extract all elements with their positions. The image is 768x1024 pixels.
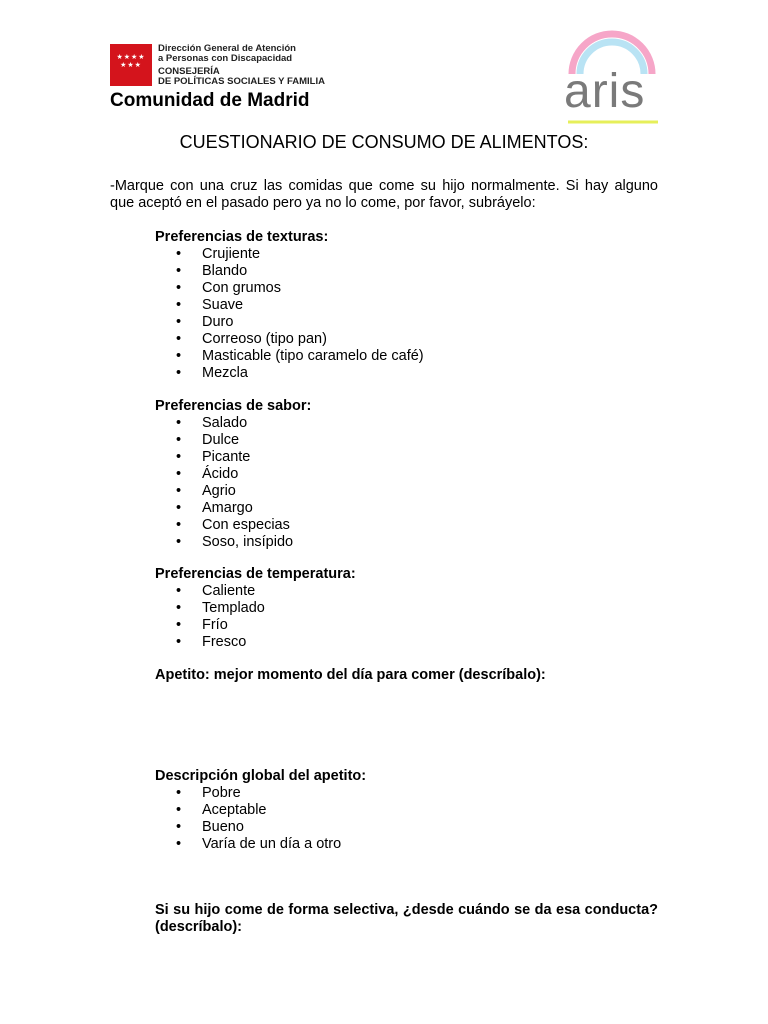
list-item-label: Bueno	[202, 819, 244, 835]
bullet-icon: •	[176, 500, 182, 516]
option-list	[155, 583, 675, 651]
madrid-flag-icon	[110, 44, 152, 86]
list-item-label: Mezcla	[202, 365, 248, 381]
option-list	[155, 415, 675, 551]
selective-eating-question: Si su hijo come de forma selectiva, ¿desde cuándo se da esa conducta? (descríbalo):	[155, 902, 658, 935]
list-item-label: Con especias	[202, 517, 290, 533]
list-item-label: Blando	[202, 263, 248, 279]
list-item-label: Correoso (tipo pan)	[202, 331, 327, 347]
list-item[interactable]	[155, 331, 675, 348]
list-item[interactable]	[155, 415, 675, 432]
bullet-icon: •	[176, 297, 182, 313]
list-item-label: Duro	[202, 314, 234, 330]
bullet-icon: •	[176, 432, 182, 448]
list-item[interactable]	[155, 432, 675, 449]
list-item-label: Con grumos	[202, 280, 281, 296]
flag-stars-icon: ★★★★ ★★★	[116, 54, 146, 69]
bullet-icon: •	[176, 534, 182, 550]
section-heading: Preferencias de texturas:	[155, 229, 329, 245]
list-item[interactable]	[155, 785, 675, 802]
bullet-icon: •	[176, 280, 182, 296]
list-item-label: Ácido	[202, 466, 239, 482]
list-item[interactable]	[155, 466, 675, 483]
bullet-icon: •	[176, 802, 182, 818]
option-list	[155, 785, 675, 853]
section-sabor	[155, 398, 675, 551]
bullet-icon: •	[176, 246, 182, 262]
bullet-icon: •	[176, 331, 182, 347]
bullet-icon: •	[176, 415, 182, 431]
list-item[interactable]	[155, 348, 675, 365]
list-item[interactable]	[155, 836, 675, 853]
list-item[interactable]	[155, 534, 675, 551]
list-item[interactable]	[155, 617, 675, 634]
list-item-label: Dulce	[202, 432, 240, 448]
list-item[interactable]	[155, 517, 675, 534]
bullet-icon: •	[176, 449, 182, 465]
section-temperatura	[155, 566, 675, 651]
bullet-icon: •	[176, 483, 182, 499]
section-apetito-global	[155, 768, 675, 853]
list-item-label: Caliente	[202, 583, 256, 599]
list-item[interactable]	[155, 449, 675, 466]
document-title: CUESTIONARIO DE CONSUMO DE ALIMENTOS:	[179, 132, 589, 152]
bullet-icon: •	[176, 634, 182, 650]
bullet-icon: •	[176, 583, 182, 599]
list-item[interactable]	[155, 263, 675, 280]
list-item[interactable]	[155, 314, 675, 331]
aris-text: aris	[564, 65, 646, 118]
bullet-icon: •	[176, 466, 182, 482]
madrid-sub-line-3: CONSEJERÍA	[158, 66, 220, 77]
bullet-icon: •	[176, 836, 182, 852]
bullet-icon: •	[176, 785, 182, 801]
list-item-label: Amargo	[202, 500, 253, 516]
list-item[interactable]	[155, 583, 675, 600]
list-item-label: Salado	[202, 415, 248, 431]
list-item-label: Varía de un día a otro	[202, 836, 342, 852]
list-item[interactable]	[155, 634, 675, 651]
list-item-label: Suave	[202, 297, 244, 313]
bullet-icon: •	[176, 819, 182, 835]
list-item-label: Masticable (tipo caramelo de café)	[202, 348, 424, 364]
list-item[interactable]	[155, 500, 675, 517]
madrid-main-text: Comunidad de Madrid	[110, 90, 310, 111]
list-item[interactable]	[155, 819, 675, 836]
section-apetito-momento	[155, 667, 675, 684]
list-item[interactable]	[155, 246, 675, 263]
list-item-label: Templado	[202, 600, 265, 616]
list-item[interactable]	[155, 483, 675, 500]
list-item-label: Crujiente	[202, 246, 261, 262]
aris-logo	[560, 28, 665, 124]
list-item[interactable]	[155, 365, 675, 382]
comunidad-de-madrid-logo	[110, 44, 370, 114]
list-item-label: Agrio	[202, 483, 236, 499]
section-heading: Apetito: mejor momento del día para comer (descríbalo):	[155, 667, 546, 683]
list-item-label: Picante	[202, 449, 251, 465]
section-texturas	[155, 229, 675, 382]
bullet-icon: •	[176, 600, 182, 616]
madrid-department-text	[158, 44, 325, 87]
madrid-sub-line-1: Dirección General de Atención	[158, 43, 296, 54]
madrid-sub-line-2: a Personas con Discapacidad	[158, 53, 293, 64]
bullet-icon: •	[176, 617, 182, 633]
section-heading: Preferencias de temperatura:	[155, 566, 356, 582]
list-item[interactable]	[155, 280, 675, 297]
list-item[interactable]	[155, 600, 675, 617]
list-item-label: Pobre	[202, 785, 241, 801]
option-list	[155, 246, 675, 382]
list-item-label: Aceptable	[202, 802, 267, 818]
bullet-icon: •	[176, 263, 182, 279]
list-item-label: Soso, insípido	[202, 534, 294, 550]
madrid-sub-line-4: DE POLÍTICAS SOCIALES Y FAMILIA	[158, 76, 325, 87]
list-item[interactable]	[155, 802, 675, 819]
list-item-label: Frío	[202, 617, 228, 633]
bullet-icon: •	[176, 348, 182, 364]
list-item[interactable]	[155, 297, 675, 314]
section-heading: Preferencias de sabor:	[155, 398, 312, 414]
bullet-icon: •	[176, 314, 182, 330]
bullet-icon: •	[176, 365, 182, 381]
section-heading: Descripción global del apetito:	[155, 768, 367, 784]
bullet-icon: •	[176, 517, 182, 533]
intro-paragraph: -Marque con una cruz las comidas que come su hijo normalmente. Si hay alguno que aceptó en el pasado pero ya no lo come, por favor, subráyelo:	[110, 178, 658, 211]
list-item-label: Fresco	[202, 634, 247, 650]
